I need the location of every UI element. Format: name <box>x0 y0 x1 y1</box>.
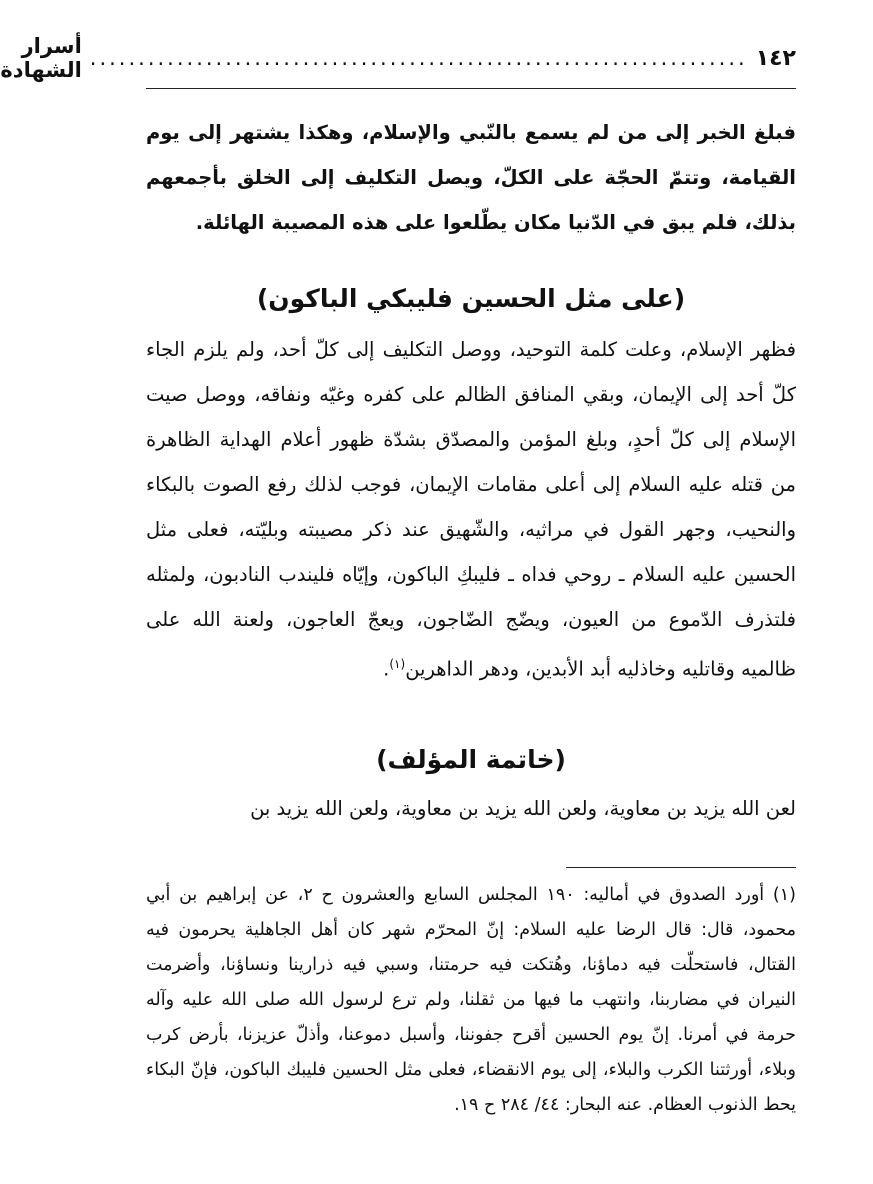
section-paragraph-weeping-text: فظهر الإسلام، وعلت كلمة التوحيد، ووصل التكليف إلى كلّ أحد، ولم يلزم الجاء كلّ أحد إلى الإيمان، وبقي المنافق الظالم على كفره وغيّه ونفاقه، ووصل صيت الإسلام إلى كلّ أحدٍ، وبلغ المؤمن والمصدّق بشدّة ظهور أعلام الهداية الظاهرة من قتله عليه السلام إلى أعلى مقامات الإيمان، فوجب لذلك رفع الصوت بالبكاء والنحيب، وجهر القول في مراثيه، والشّهيق عند ذكر مصيبته وبليّته، فعلى مثل الحسين عليه السلام ـ روحي فداه ـ فليبكِ الباكون، وإيّاه فليندب النادبون، ولمثله فلتذرف الدّموع من العيون، ويضّج الضّاجون، ويعجّ العاجون، ولعنة الله على ظالميه وقاتليه وخاذليه أبد الأبدين، ودهر الداهرين <box>146 338 796 681</box>
footnote-divider <box>566 867 796 868</box>
footnote-reference: (١) <box>389 657 406 671</box>
header-leader-dots: .................................................................... <box>89 46 748 70</box>
section-paragraph-weeping: فظهر الإسلام، وعلت كلمة التوحيد، ووصل التكليف إلى كلّ أحد، ولم يلزم الجاء كلّ أحد إلى الإيمان، وبقي المنافق الظالم على كفره وغيّه ونفاقه، ووصل صيت الإسلام إلى كلّ أحدٍ، وبلغ المؤمن والمصدّق بشدّة ظهور أعلام الهداية الظاهرة من قتله عليه السلام إلى أعلى مقامات الإيمان، فوجب لذلك رفع الصوت بالبكاء والنحيب، وجهر القول في مراثيه، والشّهيق عند ذكر مصيبته وبليّته، فعلى مثل الحسين عليه السلام ـ روحي فداه ـ فليبكِ الباكون، وإيّاه فليندب النادبون، ولمثله فلتذرف الدّموع من العيون، ويضّج الضّاجون، ويعجّ العاجون، ولعنة الله على ظالميه وقاتليه وخاذليه أبد الأبدين، ودهر الداهرين$^{(١)}$. <box>146 338 796 681</box>
section-paragraph-conclusion: لعن الله يزيد بن معاوية، ولعن الله يزيد بن معاوية، ولعن الله يزيد بن <box>250 796 796 820</box>
page-body <box>146 110 796 1123</box>
running-header <box>0 34 796 89</box>
book-title: أسرار الشهادة <box>0 34 82 82</box>
intro-paragraph: فبلغ الخبر إلى من لم يسمع بالنّبي والإسلام، وهكذا يشتهر إلى يوم القيامة، وتتمّ الحجّة على الكلّ، ويصل التكليف إلى الخلق بأجمعهم بذلك، فلم يبق في الدّنيا مكان يطّلعوا على هذه المصيبة الهائلة. <box>146 121 796 234</box>
section-heading-conclusion: (خاتمة المؤلف) <box>376 744 566 774</box>
section-heading-weeping: (على مثل الحسين فليبكي الباكون) <box>256 284 686 313</box>
footnote-text: (١) أورد الصدوق في أماليه: ١٩٠ المجلس السابع والعشرون ح ٢، عن إبراهيم بن أبي محمود، قال: قال الرضا عليه السلام: إنّ المحرّم شهر كان أهل الجاهلية يحرمون فيه القتال، فاستحلّت فيه دماؤنا، وهُتكت فيه حرمتنا، وسبي فيه ذرارينا ونساؤنا، وأضرمت النيران في مضاربنا، وانتهب ما فيها من ثقلنا، ولم ترع لرسول الله صلى الله عليه وآله حرمة في أمرنا. إنّ يوم الحسين أقرح جفوننا، وأسبل دموعنا، وأذلّ عزيزنا، بأرض كرب وبلاء، أورثتنا الكرب والبلاء، إلى يوم الانقضاء، فعلى مثل الحسين فليبك الباكون، فإنّ البكاء يحط الذنوب العظام. عنه البحار: ٤٤/ ٢٨٤ ح ١٩. <box>146 884 796 1115</box>
page-number: ١٤٢ <box>755 45 796 71</box>
